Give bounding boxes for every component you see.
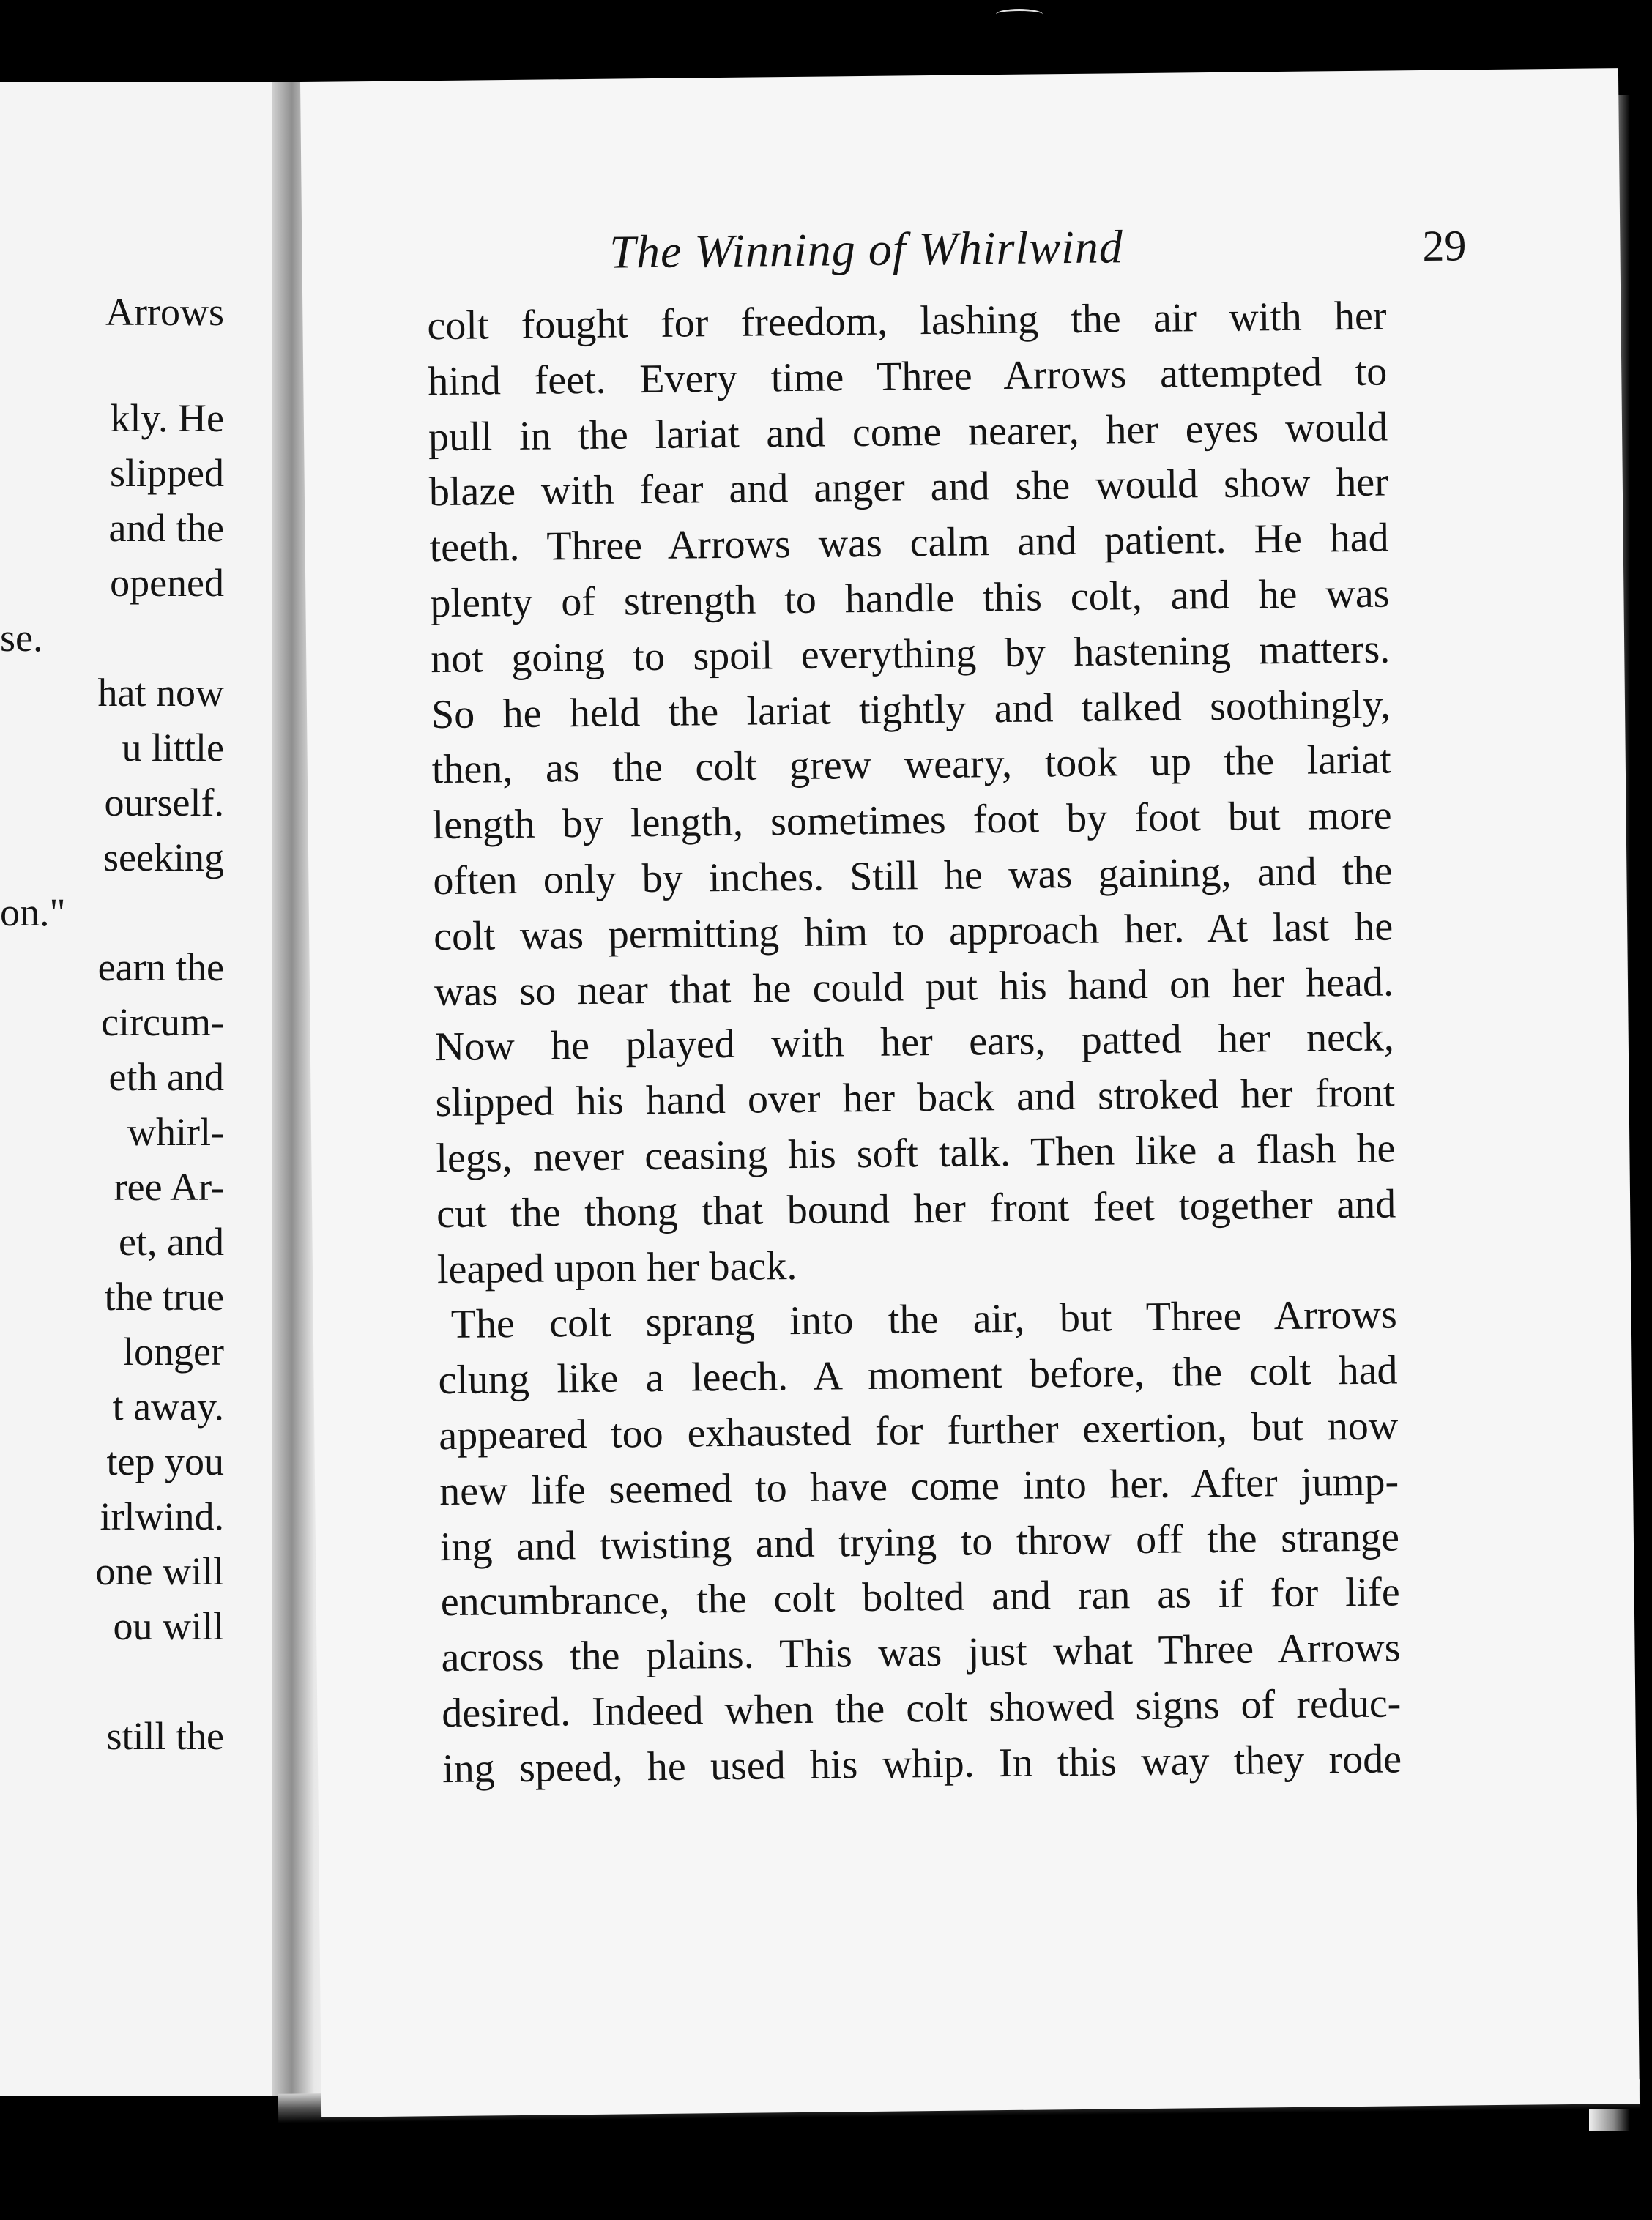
text-line: length by length, sometimes foot by foot but more [432,792,1392,849]
text-line: appeared too exhausted for further exertion, but now [439,1403,1399,1459]
left-running-title: Arrows [105,290,224,334]
left-line: irlwind. [100,1494,224,1538]
running-title: The Winning of Whirlwind [609,220,1124,278]
left-line: the true [104,1275,224,1319]
left-line: and the [108,506,224,550]
text-line: plenty of strength to handle this colt, and he was [430,570,1390,627]
paragraph-end-line: leaped upon her back. [436,1243,797,1292]
left-line: et, and [119,1220,224,1264]
page-header [609,216,1467,283]
text-line: slipped his hand over her back and stroked her front [435,1070,1395,1126]
text-line: across the plains. This was just what Three Arrows [441,1625,1401,1681]
text-line: colt was permitting him to approach her. At last he [433,904,1394,959]
left-line: whirl- [127,1110,224,1154]
text-line: colt fought for freedom, lashing the air with her [427,293,1387,349]
left-line: tep you [106,1439,224,1483]
text-line: legs, never ceasing his soft talk. Then like a flash he [436,1125,1396,1182]
text-line: then, as the colt grew weary, took up the lariat [431,737,1392,793]
text-line: not going to spoil everything by hastening matters. [430,626,1391,682]
text-line: hind feet. Every time Three Arrows attempted to [427,349,1388,404]
left-line: ourself. [104,781,224,824]
left-line: opened [110,561,224,605]
left-line: circum- [101,1000,224,1044]
body-text [427,288,1402,1797]
left-line: t away. [112,1385,224,1429]
left-line: u little [122,726,224,770]
text-line: was so near that he could put his hand on her head. [434,958,1394,1015]
text-line: blaze with fear and anger and she would show her [428,459,1389,515]
left-line: ree Ar- [114,1165,224,1209]
text-line: new life seemed to have come into her. After jump- [439,1459,1399,1514]
left-line: kly. He [110,396,224,440]
left-line: on." [0,890,66,934]
right-page [300,68,1640,2117]
text-line: often only by inches. Still he was gaining, and the [433,848,1393,904]
left-line: ou will [113,1604,224,1648]
text-line: pull in the lariat and come nearer, her eyes would [428,404,1388,460]
scan-artifact-mark [996,9,1043,20]
page-number: 29 [1422,221,1467,270]
left-page [0,82,287,2096]
left-line: longer [123,1330,224,1374]
left-line: hat now [97,671,224,715]
text-line: So he held the lariat tightly and talked soothingly, [431,682,1391,737]
text-line: teeth. Three Arrows was calm and patient. He had [429,515,1389,571]
left-line: one will [95,1549,224,1593]
text-line: ing and twisting and trying to throw off the strange [439,1513,1400,1570]
text-line: encumbrance, the colt bolted and ran as if for life [440,1569,1401,1625]
text-line: clung like a leech. A moment before, the colt had [438,1347,1398,1404]
text-line: Now he played with her ears, patted her neck, [434,1014,1395,1070]
left-line: slipped [110,451,224,495]
text-line: ing speed, he used his whip. In this way they rode [442,1736,1402,1792]
text-line: desired. Indeed when the colt showed signs of reduc- [442,1680,1402,1737]
left-line: still the [106,1714,224,1758]
left-line: seeking [103,835,224,879]
left-line: se. [0,616,43,660]
left-line: earn the [97,945,224,989]
text-line: cut the thong that bound her front feet together and [436,1181,1396,1237]
left-line: eth and [108,1055,224,1099]
paragraph-start-line: The colt sprang into the air, but Three Arrows [450,1292,1398,1348]
